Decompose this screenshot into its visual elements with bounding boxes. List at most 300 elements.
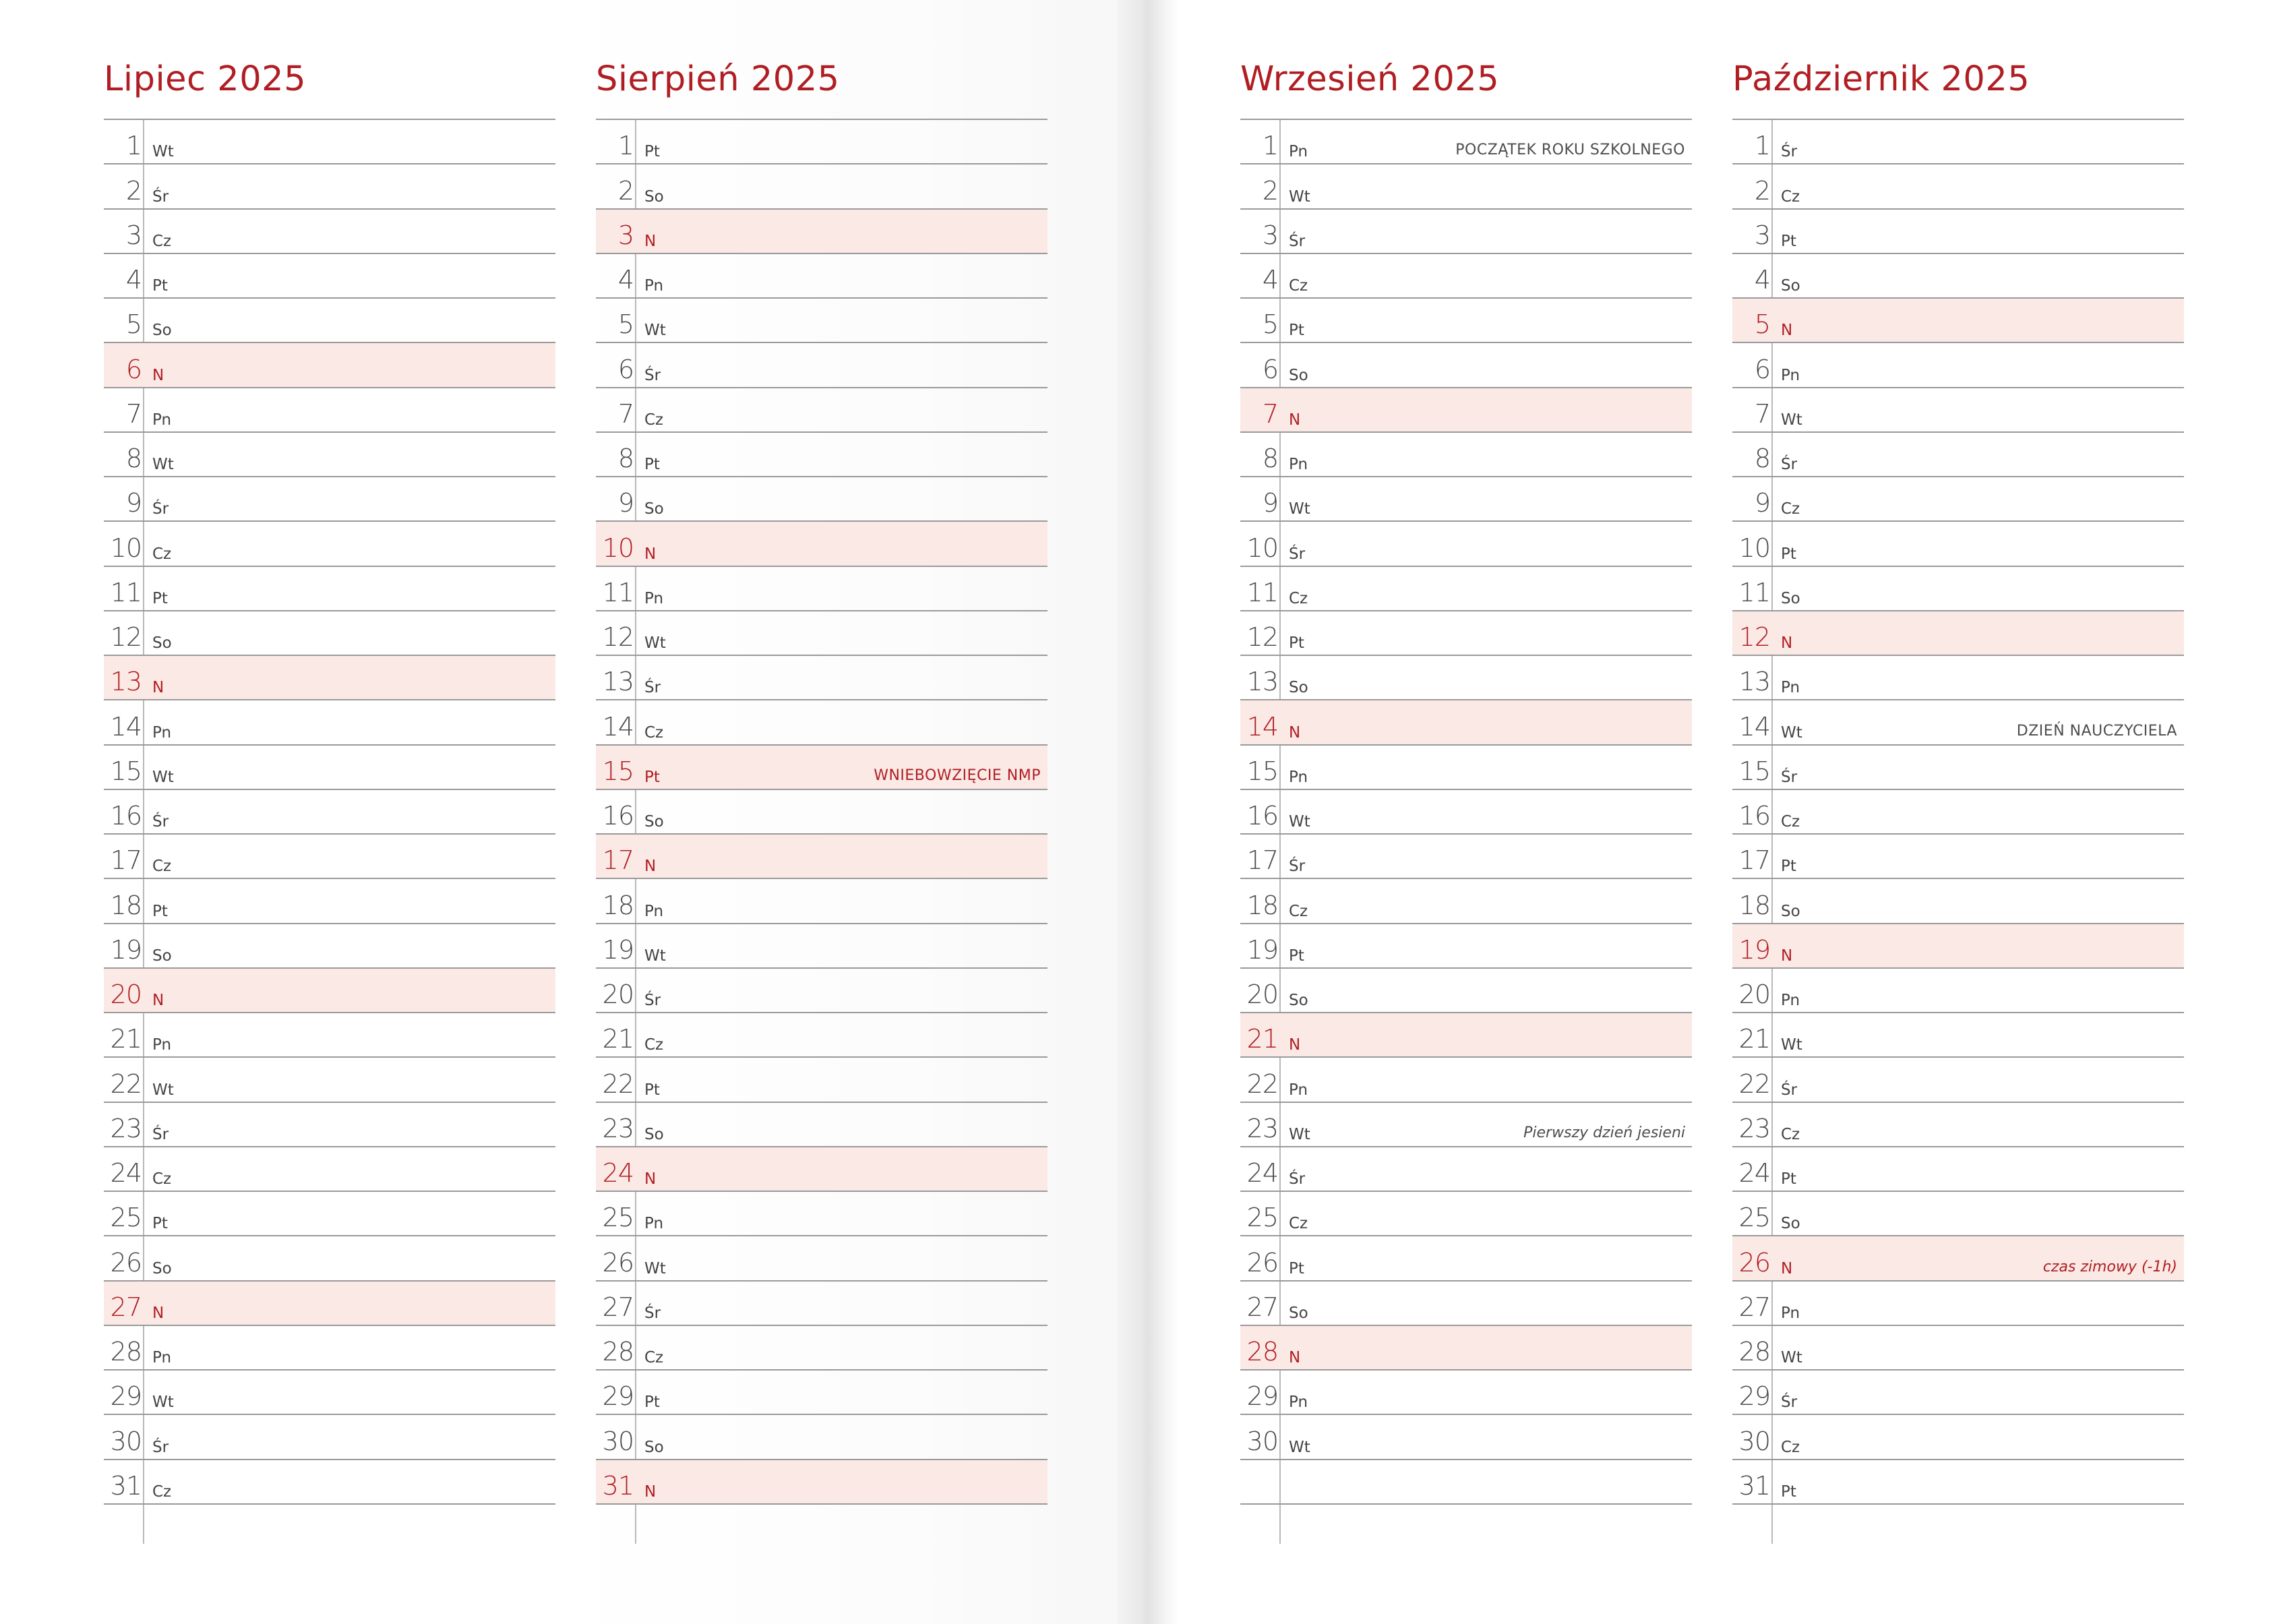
day-row xyxy=(596,388,1048,433)
day-number: 9 xyxy=(1262,488,1278,518)
day-row xyxy=(596,1192,1048,1236)
day-number: 11 xyxy=(110,577,142,607)
weekday-label: N xyxy=(152,992,164,1009)
day-row xyxy=(596,656,1048,700)
weekday-label: N xyxy=(152,679,164,697)
day-row xyxy=(1732,879,2184,924)
weekday-label: Pn xyxy=(1289,1081,1308,1099)
weekday-label: Śr xyxy=(1289,232,1306,250)
day-number: 2 xyxy=(1262,175,1278,206)
day-row xyxy=(596,254,1048,299)
day-number: 21 xyxy=(1246,1024,1278,1054)
day-row xyxy=(596,567,1048,611)
day-row xyxy=(596,700,1048,745)
day-row xyxy=(104,1192,555,1236)
day-number: 23 xyxy=(602,1113,634,1143)
weekday-label: N xyxy=(1289,1036,1301,1054)
day-number: 26 xyxy=(1738,1247,1770,1277)
weekday-label: Pt xyxy=(1289,1259,1304,1277)
weekday-label: Śr xyxy=(152,500,169,518)
weekday-label: Pn xyxy=(644,589,664,607)
day-row xyxy=(1240,790,1692,835)
day-number: 22 xyxy=(1738,1069,1770,1099)
day-number: 1 xyxy=(617,131,634,161)
day-row xyxy=(104,1147,555,1192)
day-row xyxy=(1240,1192,1692,1236)
day-note: czas zimowy (-1h) xyxy=(2042,1258,2177,1275)
weekday-label: Cz xyxy=(1289,902,1308,920)
weekday-label: So xyxy=(644,813,664,831)
day-row xyxy=(104,1013,555,1058)
day-number: 15 xyxy=(1246,756,1278,786)
weekday-label: Śr xyxy=(1781,1081,1798,1099)
day-row xyxy=(1732,1326,2184,1371)
weekday-label: N xyxy=(644,858,657,876)
day-number: 28 xyxy=(1738,1337,1770,1366)
day-row xyxy=(596,746,1048,790)
day-row xyxy=(104,1058,555,1102)
day-number: 1 xyxy=(125,131,142,161)
day-row xyxy=(104,522,555,566)
day-row xyxy=(1240,700,1692,745)
weekday-label: Śr xyxy=(1781,456,1798,473)
day-number: 12 xyxy=(602,622,634,652)
weekday-label: Pt xyxy=(1781,1482,1796,1501)
day-number: 7 xyxy=(1754,398,1770,429)
day-row xyxy=(104,343,555,388)
day-number: 17 xyxy=(1738,845,1770,876)
page-gutter-shadow xyxy=(1118,0,1178,1624)
month-title: Wrzesień 2025 xyxy=(1240,59,1500,99)
day-row xyxy=(596,611,1048,656)
day-number: 8 xyxy=(1754,444,1770,473)
day-row xyxy=(596,120,1048,164)
day-row xyxy=(104,1103,555,1147)
day-row xyxy=(104,164,555,209)
month-title: Lipiec 2025 xyxy=(104,59,307,99)
day-note: POCZĄTEK ROKU SZKOLNEGO xyxy=(1455,142,1685,159)
day-number: 20 xyxy=(1246,980,1278,1009)
day-number: 14 xyxy=(602,711,634,742)
day-number: 15 xyxy=(602,756,634,786)
weekday-label: Cz xyxy=(152,545,172,563)
day-row xyxy=(1732,567,2184,611)
weekday-label: Pt xyxy=(644,1393,660,1412)
day-row xyxy=(104,656,555,700)
weekday-label: Pt xyxy=(1781,232,1796,250)
day-row xyxy=(1240,835,1692,879)
weekday-label: Pt xyxy=(152,902,168,920)
day-number: 20 xyxy=(1738,980,1770,1009)
day-row xyxy=(1732,1058,2184,1102)
day-row xyxy=(1732,700,2184,745)
day-row xyxy=(104,1236,555,1281)
day-number: 30 xyxy=(1738,1426,1770,1456)
day-row xyxy=(1240,164,1692,209)
day-row xyxy=(1732,299,2184,343)
day-number: 30 xyxy=(602,1426,634,1456)
day-row xyxy=(1732,1147,2184,1192)
day-number: 3 xyxy=(617,220,634,250)
day-row xyxy=(1240,254,1692,299)
day-number: 24 xyxy=(602,1158,634,1188)
weekday-label: Śr xyxy=(644,992,661,1009)
day-number: 28 xyxy=(602,1337,634,1366)
day-number: 31 xyxy=(602,1470,634,1501)
day-number: 26 xyxy=(110,1247,142,1277)
weekday-label: So xyxy=(644,1438,664,1456)
day-row xyxy=(1732,1282,2184,1326)
weekday-label: Pt xyxy=(1289,322,1304,340)
day-row xyxy=(1732,477,2184,522)
weekday-label: Śr xyxy=(644,1304,661,1322)
weekday-label: So xyxy=(644,1125,664,1143)
day-note: DZIEŃ NAUCZYCIELA xyxy=(2016,722,2177,740)
weekday-label: Pt xyxy=(1781,858,1796,876)
day-row xyxy=(596,1236,1048,1281)
day-row xyxy=(596,477,1048,522)
weekday-label: Cz xyxy=(152,232,172,250)
weekday-label: So xyxy=(1289,992,1308,1009)
day-row xyxy=(1240,969,1692,1013)
weekday-label: Pn xyxy=(1781,366,1800,384)
day-number: 9 xyxy=(125,488,142,518)
weekday-label: Wt xyxy=(1289,1125,1310,1143)
day-row xyxy=(1240,1371,1692,1415)
day-row xyxy=(104,254,555,299)
weekday-label: So xyxy=(1289,1304,1308,1322)
day-row xyxy=(1732,120,2184,164)
day-row xyxy=(1240,1013,1692,1058)
weekday-label: Cz xyxy=(644,723,664,742)
weekday-label: Pn xyxy=(152,723,172,742)
day-row xyxy=(1240,656,1692,700)
weekday-label: Cz xyxy=(1781,1438,1800,1456)
day-number: 3 xyxy=(1754,220,1770,250)
day-row xyxy=(596,1371,1048,1415)
day-number: 27 xyxy=(1738,1292,1770,1322)
day-number: 13 xyxy=(1246,667,1278,697)
weekday-label: Śr xyxy=(644,679,661,697)
day-row xyxy=(104,700,555,745)
day-row xyxy=(1240,388,1692,433)
day-row xyxy=(1240,611,1692,656)
day-number: 29 xyxy=(1246,1381,1278,1412)
weekday-label: N xyxy=(644,1170,657,1188)
day-number: 4 xyxy=(1754,265,1770,295)
day-number: 12 xyxy=(1738,622,1770,652)
day-number: 27 xyxy=(110,1292,142,1322)
day-number: 8 xyxy=(125,444,142,473)
day-number: 19 xyxy=(1738,934,1770,965)
weekday-label: Cz xyxy=(1781,813,1800,831)
day-row xyxy=(596,164,1048,209)
month-title: Październik 2025 xyxy=(1732,59,2030,99)
day-number: 12 xyxy=(110,622,142,652)
day-number: 1 xyxy=(1754,131,1770,161)
day-number: 16 xyxy=(1738,801,1770,831)
weekday-label: Wt xyxy=(1289,500,1310,518)
day-number: 6 xyxy=(125,354,142,384)
weekday-label: So xyxy=(1289,679,1308,697)
day-row xyxy=(104,1371,555,1415)
day-number: 21 xyxy=(110,1024,142,1054)
day-number: 30 xyxy=(110,1426,142,1456)
weekday-label: So xyxy=(1781,902,1800,920)
weekday-label: Śr xyxy=(152,1438,169,1456)
weekday-label: Wt xyxy=(1289,1438,1310,1456)
weekday-label: So xyxy=(1781,277,1800,295)
weekday-label: Pt xyxy=(644,143,660,161)
day-number: 17 xyxy=(1246,845,1278,876)
weekday-label: Cz xyxy=(1289,1215,1308,1233)
day-row xyxy=(1240,746,1692,790)
day-number: 10 xyxy=(1246,533,1278,563)
day-row xyxy=(104,388,555,433)
day-number: 26 xyxy=(1246,1247,1278,1277)
day-number: 2 xyxy=(125,175,142,206)
weekday-label: Wt xyxy=(644,1259,666,1277)
month-title: Sierpień 2025 xyxy=(596,59,840,99)
day-row xyxy=(1732,835,2184,879)
day-row xyxy=(596,1103,1048,1147)
day-number: 10 xyxy=(602,533,634,563)
day-row xyxy=(1240,924,1692,969)
day-row xyxy=(1732,522,2184,566)
weekday-label: Pn xyxy=(1289,143,1308,161)
weekday-label: Wt xyxy=(644,946,666,965)
day-row xyxy=(1732,254,2184,299)
weekday-label: Wt xyxy=(1289,187,1310,206)
day-row xyxy=(104,835,555,879)
day-list xyxy=(1732,119,2184,1505)
weekday-label: Pn xyxy=(152,1036,172,1054)
day-number: 16 xyxy=(1246,801,1278,831)
weekday-label: Pn xyxy=(1289,768,1308,786)
weekday-label: Pn xyxy=(1289,1393,1308,1412)
weekday-label: Pn xyxy=(644,902,664,920)
day-row xyxy=(1240,1460,1692,1505)
weekday-label: Pn xyxy=(152,1349,172,1366)
weekday-label: N xyxy=(1289,1349,1301,1366)
day-row xyxy=(596,790,1048,835)
day-number: 3 xyxy=(125,220,142,250)
day-number: 5 xyxy=(125,309,142,340)
day-number: 27 xyxy=(602,1292,634,1322)
day-number: 25 xyxy=(1738,1203,1770,1233)
weekday-label: Śr xyxy=(1781,143,1798,161)
day-row xyxy=(1240,1326,1692,1371)
weekday-label: Pn xyxy=(644,1215,664,1233)
day-row xyxy=(1240,1147,1692,1192)
weekday-label: Pt xyxy=(152,1215,168,1233)
day-row xyxy=(104,924,555,969)
day-number: 14 xyxy=(1738,711,1770,742)
day-number: 13 xyxy=(1738,667,1770,697)
weekday-label: N xyxy=(152,366,164,384)
day-row xyxy=(1732,210,2184,254)
day-row xyxy=(596,343,1048,388)
weekday-label: So xyxy=(152,322,172,340)
day-note: WNIEBOWZIĘCIE NMP xyxy=(874,766,1041,784)
day-row xyxy=(596,210,1048,254)
day-number: 29 xyxy=(1738,1381,1770,1412)
weekday-label: Pn xyxy=(1781,1304,1800,1322)
day-row xyxy=(104,969,555,1013)
day-number: 4 xyxy=(1262,265,1278,295)
day-number: 12 xyxy=(1246,622,1278,652)
day-number: 5 xyxy=(617,309,634,340)
weekday-label: Wt xyxy=(644,322,666,340)
day-number: 18 xyxy=(1246,890,1278,920)
day-number: 15 xyxy=(110,756,142,786)
weekday-label: Pt xyxy=(644,1081,660,1099)
weekday-label: Wt xyxy=(1781,1349,1802,1366)
day-row xyxy=(596,433,1048,477)
day-row xyxy=(1732,164,2184,209)
day-row xyxy=(596,299,1048,343)
weekday-label: N xyxy=(152,1304,164,1322)
day-number: 4 xyxy=(125,265,142,295)
weekday-label: Pt xyxy=(644,768,660,786)
day-number: 20 xyxy=(602,980,634,1009)
day-row xyxy=(1732,656,2184,700)
day-number: 2 xyxy=(617,175,634,206)
day-number: 10 xyxy=(110,533,142,563)
day-row xyxy=(1732,969,2184,1013)
day-number: 20 xyxy=(110,980,142,1009)
day-number: 14 xyxy=(1246,711,1278,742)
day-row xyxy=(104,611,555,656)
day-number: 18 xyxy=(110,890,142,920)
day-number: 22 xyxy=(110,1069,142,1099)
day-row xyxy=(596,522,1048,566)
day-row xyxy=(596,1415,1048,1460)
day-number: 21 xyxy=(1738,1024,1770,1054)
weekday-label: N xyxy=(1289,723,1301,742)
day-row xyxy=(1732,433,2184,477)
weekday-label: Wt xyxy=(152,1081,174,1099)
day-list xyxy=(104,119,555,1505)
weekday-label: So xyxy=(1781,1215,1800,1233)
day-list xyxy=(1240,119,1692,1505)
day-number: 29 xyxy=(110,1381,142,1412)
day-number: 2 xyxy=(1754,175,1770,206)
day-number: 7 xyxy=(125,398,142,429)
day-row xyxy=(596,1326,1048,1371)
weekday-label: Śr xyxy=(1781,1393,1798,1412)
day-number: 28 xyxy=(110,1337,142,1366)
day-row xyxy=(1732,746,2184,790)
day-row xyxy=(1240,120,1692,164)
weekday-label: N xyxy=(1781,322,1793,340)
day-row xyxy=(1732,1192,2184,1236)
day-row xyxy=(104,210,555,254)
day-number: 29 xyxy=(602,1381,634,1412)
day-number: 19 xyxy=(602,934,634,965)
day-number: 19 xyxy=(110,934,142,965)
day-row xyxy=(104,567,555,611)
weekday-label: Wt xyxy=(152,143,174,161)
weekday-label: Pt xyxy=(152,277,168,295)
day-number: 24 xyxy=(110,1158,142,1188)
day-number: 11 xyxy=(602,577,634,607)
weekday-label: So xyxy=(644,187,664,206)
day-row xyxy=(104,1326,555,1371)
weekday-label: Śr xyxy=(152,813,169,831)
day-number: 21 xyxy=(602,1024,634,1054)
weekday-label: Wt xyxy=(152,1393,174,1412)
weekday-label: Cz xyxy=(152,858,172,876)
day-number: 13 xyxy=(602,667,634,697)
day-number: 23 xyxy=(1738,1113,1770,1143)
day-number: 5 xyxy=(1754,309,1770,340)
day-row xyxy=(1732,1460,2184,1505)
day-row xyxy=(104,1282,555,1326)
day-number: 14 xyxy=(110,711,142,742)
weekday-label: Wt xyxy=(152,768,174,786)
weekday-label: N xyxy=(644,1482,657,1501)
day-row xyxy=(596,879,1048,924)
weekday-label: So xyxy=(1781,589,1800,607)
day-number: 6 xyxy=(1262,354,1278,384)
weekday-label: Pt xyxy=(644,456,660,473)
day-number: 18 xyxy=(602,890,634,920)
day-list xyxy=(596,119,1048,1505)
day-number: 16 xyxy=(602,801,634,831)
weekday-label: Pn xyxy=(152,411,172,429)
weekday-label: Cz xyxy=(1781,500,1800,518)
day-row xyxy=(1240,433,1692,477)
day-number: 25 xyxy=(1246,1203,1278,1233)
day-number: 9 xyxy=(617,488,634,518)
day-number: 6 xyxy=(617,354,634,384)
weekday-label: Pt xyxy=(1289,634,1304,652)
day-row xyxy=(1732,1236,2184,1281)
day-row xyxy=(596,1013,1048,1058)
weekday-label: Pn xyxy=(1289,456,1308,473)
day-number: 31 xyxy=(1738,1470,1770,1501)
weekday-label: Wt xyxy=(1781,411,1802,429)
day-row xyxy=(1240,1058,1692,1102)
day-row xyxy=(104,120,555,164)
day-number: 24 xyxy=(1738,1158,1770,1188)
weekday-label: Cz xyxy=(644,1036,664,1054)
weekday-label: Śr xyxy=(1289,858,1306,876)
weekday-label: Cz xyxy=(1289,589,1308,607)
weekday-label: Wt xyxy=(1289,813,1310,831)
day-number: 9 xyxy=(1754,488,1770,518)
day-number: 22 xyxy=(1246,1069,1278,1099)
weekday-label: N xyxy=(1781,634,1793,652)
day-note: Pierwszy dzień jesieni xyxy=(1523,1124,1685,1141)
day-row xyxy=(1732,343,2184,388)
weekday-label: Pn xyxy=(644,277,664,295)
day-row xyxy=(1240,1236,1692,1281)
day-row xyxy=(596,1282,1048,1326)
weekday-label: Wt xyxy=(1781,723,1802,742)
day-row xyxy=(1240,567,1692,611)
day-number: 11 xyxy=(1738,577,1770,607)
day-row xyxy=(596,1147,1048,1192)
weekday-label: Śr xyxy=(152,1125,169,1143)
day-number: 24 xyxy=(1246,1158,1278,1188)
day-number: 19 xyxy=(1246,934,1278,965)
weekday-label: Pt xyxy=(152,589,168,607)
day-number: 23 xyxy=(110,1113,142,1143)
day-row xyxy=(596,1058,1048,1102)
day-row xyxy=(104,746,555,790)
